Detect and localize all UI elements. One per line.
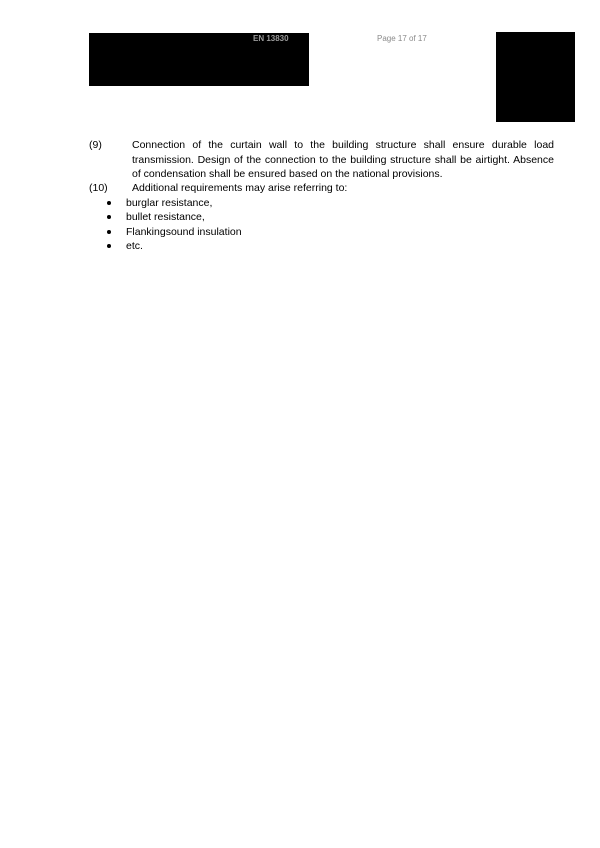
list-item	[106, 225, 554, 240]
bullet-icon	[107, 201, 111, 205]
bullet-icon	[107, 244, 111, 248]
header-page-number: Page 17 of 17	[377, 34, 427, 43]
list-item	[106, 239, 554, 254]
clause-text: Connection of the curtain wall to the building structure shall ensure durable load transmission. Design of the connection to the building structure shall be airtight. Absence of condensation shall be ensured based on the national provisions.	[132, 139, 554, 180]
header-document-code: EN 13830	[253, 34, 289, 43]
list-item-text: etc.	[126, 240, 143, 252]
list-item-text: Flankingsound insulation	[126, 225, 242, 238]
requirements-bullet-list	[106, 196, 554, 254]
clause-text: Additional requirements may arise referring to:	[132, 182, 348, 194]
list-item-text: bullet resistance,	[126, 211, 205, 223]
clause-9	[89, 138, 554, 182]
bullet-icon	[107, 215, 111, 219]
bullet-icon	[107, 230, 111, 234]
clause-10	[89, 181, 554, 254]
clause-number: (10)	[89, 182, 108, 194]
list-item	[106, 210, 554, 225]
list-item	[106, 196, 554, 211]
redacted-block-right	[496, 32, 575, 122]
clause-number: (9)	[89, 139, 102, 151]
list-item-text: burglar resistance,	[126, 196, 213, 209]
